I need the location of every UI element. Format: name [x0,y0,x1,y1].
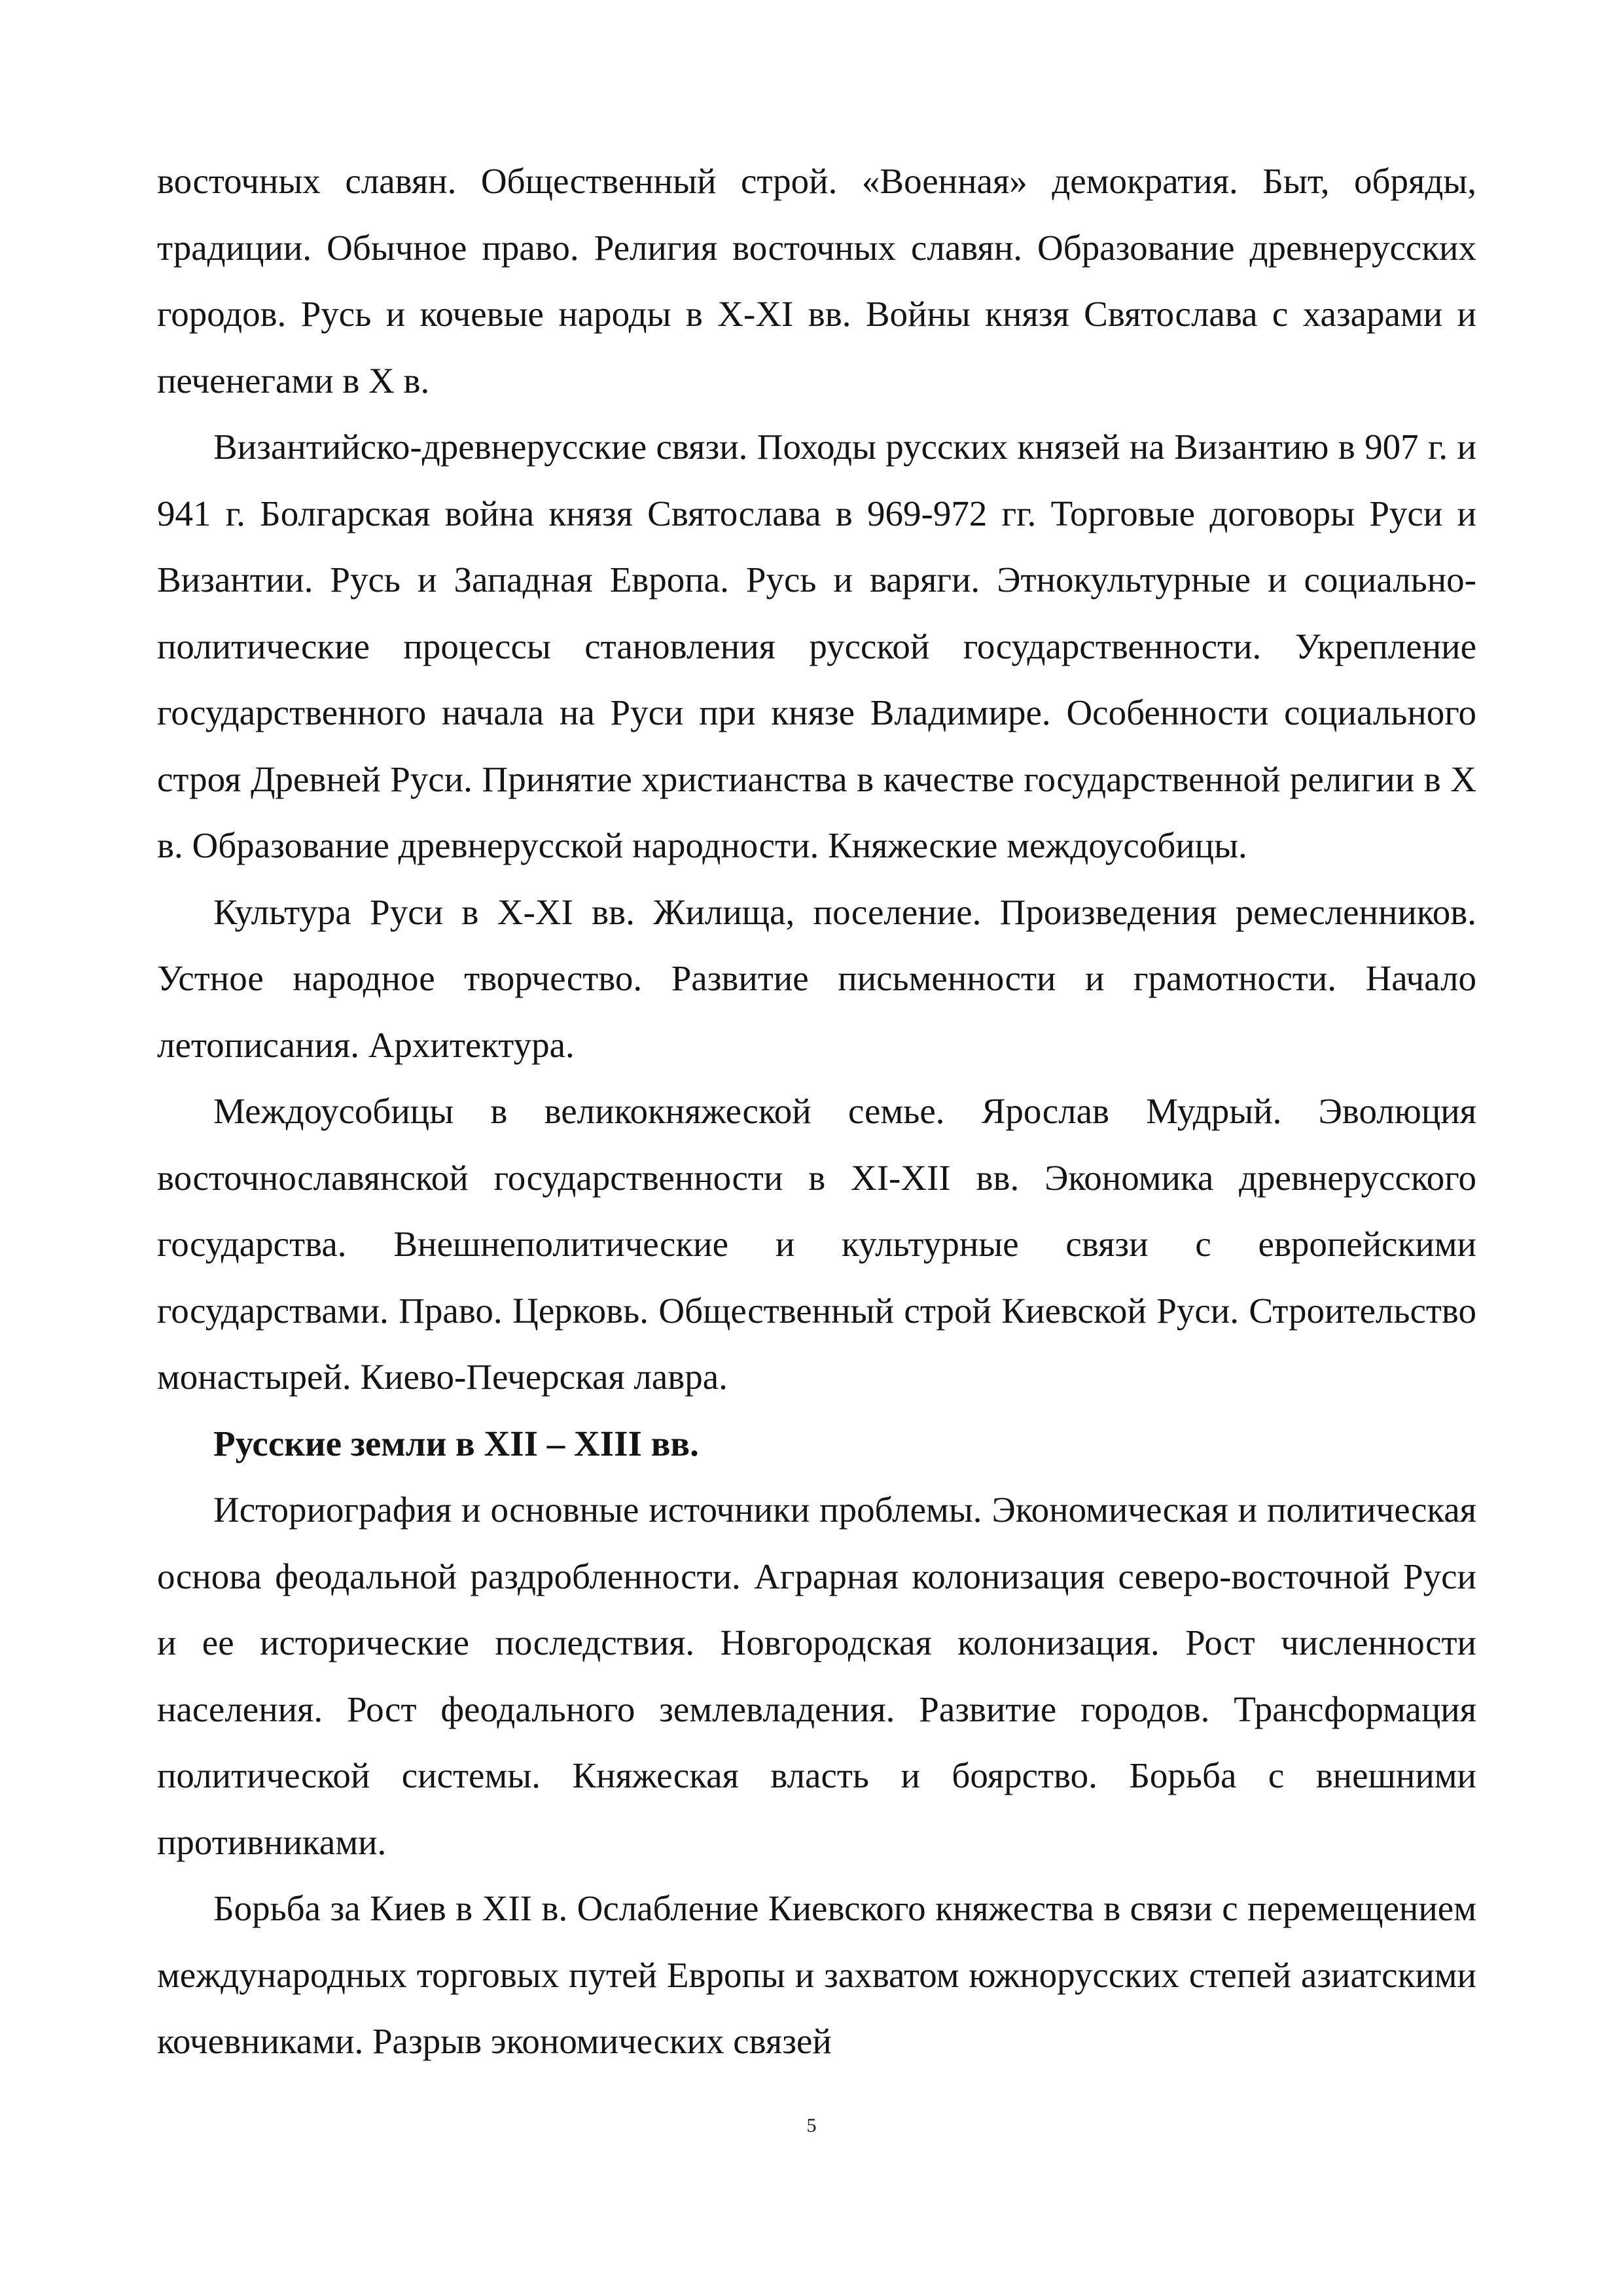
paragraph: Историография и основные источники проблемы. Экономическая и политическая основа феодальной раздробленности. Аграрная колонизация северо-восточной Руси и ее исторические последствия. Новгородская колонизация. Рост численности населения. Рост феодального землевладения. Развитие городов. Трансформация политической системы. Княжеская власть и боярство. Борьба с внешними противниками. [157,1490,1476,1862]
paragraph: Византийско-древнерусские связи. Походы русских князей на Византию в 907 г. и 941 г. Болгарская война князя Святослава в 969-972 гг. Торговые договоры Руси и Византии. Русь и Западная Европа. Русь и варяги. Этнокультурные и социально-политические процессы становления русской государственности. Укрепление государственного начала на Руси при князе Владимире. Особенности социального строя Древней Руси. Принятие христианства в качестве государственной религии в X в. Образование древнерусской народности. Княжеские междоусобицы. [157,427,1476,865]
paragraph: Культура Руси в X-XI вв. Жилища, поселение. Произведения ремесленников. Устное народное творчество. Развитие письменности и грамотности. Начало летописания. Архитектура. [157,891,1476,1065]
paragraph: восточных славян. Общественный строй. «Военная» демократия. Быт, обряды, традиции. Обычное право. Религия восточных славян. Образование древнерусских городов. Русь и кочевые народы в X-XI вв. Войны князя Святослава с хазарами и печенегами в X в. [157,161,1476,401]
section-heading: Русские земли в XII – XIII вв. [213,1423,699,1463]
page-number: 5 [806,2115,817,2136]
document-page [157,148,1476,2075]
paragraph: Междоусобицы в великокняжеской семье. Ярослав Мудрый. Эволюция восточнославянской государственности в XI-XII вв. Экономика древнерусского государства. Внешнеполитические и культурные связи с европейскими государствами. Право. Церковь. Общественный строй Киевской Руси. Строительство монастырей. Киево-Печерская лавра. [157,1091,1476,1397]
paragraph: Борьба за Киев в XII в. Ослабление Киевского княжества в связи с перемещением международных торговых путей Европы и захватом южнорусских степей азиатскими кочевниками. Разрыв экономических связей [157,1888,1476,2061]
